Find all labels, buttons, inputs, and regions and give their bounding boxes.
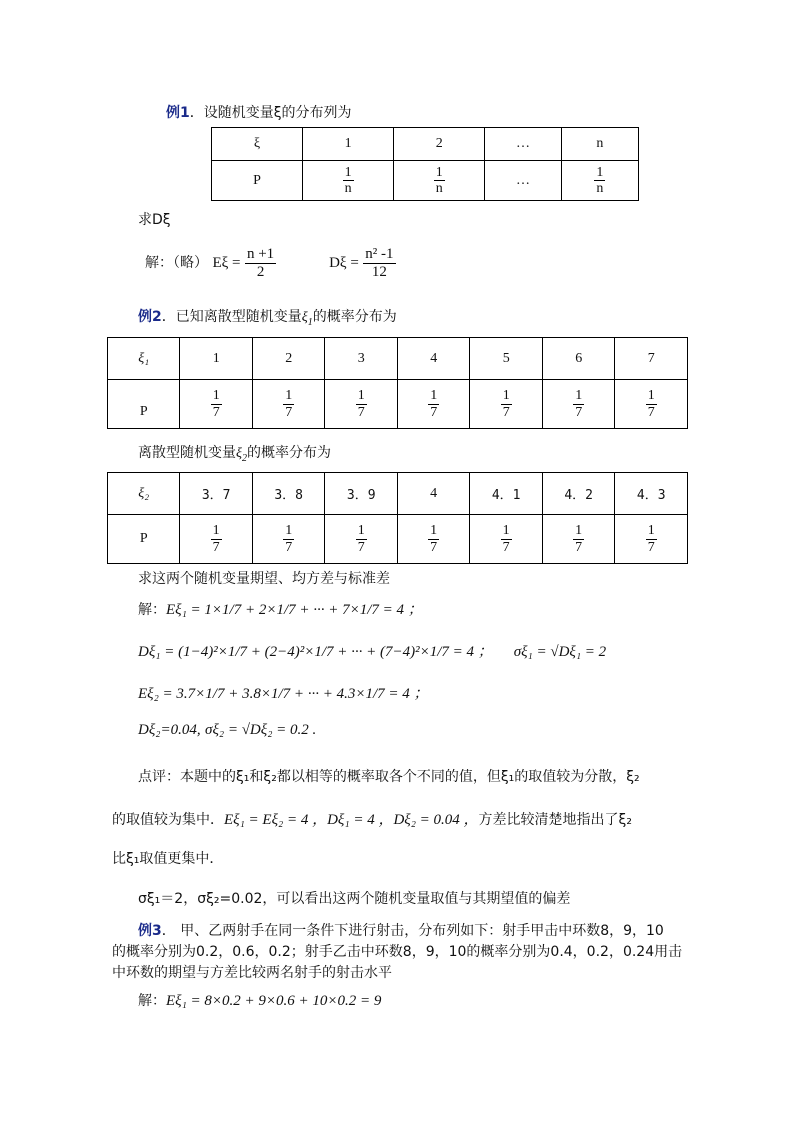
xi2-prob: $\frac{1}{7}$ bbox=[252, 515, 325, 564]
xi2-value: 3．9 bbox=[325, 473, 398, 515]
ex1-cell-frac: $\frac{1}{n}$ bbox=[561, 161, 638, 201]
variance-fraction: $\frac{\text{n² -1}}{12}$ bbox=[365, 246, 394, 280]
xi2-prob: $\frac{1}{7}$ bbox=[615, 515, 688, 564]
ex1-cell-dots: … bbox=[485, 161, 561, 201]
xi1-value: 6 bbox=[542, 338, 615, 380]
ex1-cell-frac: $\frac{1}{n}$ bbox=[303, 161, 394, 201]
example2-intro2: 离散型随机变量$\xi_2$的概率分布为 bbox=[138, 445, 331, 464]
xi1-prob: $\frac{1}{7}$ bbox=[180, 380, 253, 429]
solution-line-4: Dξ₂=0.04, σξ₂ = √Dξ₂ = 0.2 . bbox=[138, 722, 317, 738]
xi2-prob: $\frac{1}{7}$ bbox=[470, 515, 543, 564]
xi1-prob: $\frac{1}{7}$ bbox=[542, 380, 615, 429]
example2-ask: 求这两个随机变量期望、均方差与标准差 bbox=[138, 571, 390, 587]
ex1-cell: n bbox=[561, 128, 638, 161]
xi2-value: 4．2 bbox=[542, 473, 615, 515]
xi2-distribution-table bbox=[107, 472, 688, 564]
xi1-value: 7 bbox=[615, 338, 688, 380]
example3-line-2: 的概率分别为0.2，0.6，0.2；射手乙击中环数8，9，10的概率分别为0.4，0.2，0.24用击 bbox=[112, 944, 683, 960]
xi1-value: 1 bbox=[180, 338, 253, 380]
ex1-cell-frac: $\frac{1}{n}$ bbox=[394, 161, 485, 201]
xi2-prob: $\frac{1}{7}$ bbox=[325, 515, 398, 564]
xi1-value: 2 bbox=[252, 338, 325, 380]
expectation-lhs: Eξ = bbox=[212, 255, 241, 271]
ex1-cell: 1 bbox=[303, 128, 394, 161]
xi2-value: 4 bbox=[397, 473, 469, 515]
solution-prefix: 解：（略） bbox=[145, 255, 208, 271]
example1-solution bbox=[145, 246, 396, 280]
comment-line-4: σξ₁＝2，σξ₂=0.02，可以看出这两个随机变量取值与其期望值的偏差 bbox=[138, 891, 571, 907]
xi2-symbol: $\xi_2$ bbox=[236, 446, 247, 464]
expectation-fraction: $\frac{n +1}{2}$ bbox=[246, 246, 275, 280]
xi1-p: P bbox=[108, 380, 180, 429]
ex1-cell: ξ bbox=[212, 128, 303, 161]
example1-ask: 求Dξ bbox=[138, 212, 171, 228]
xi1-value: 3 bbox=[325, 338, 398, 380]
xi2-prob: $\frac{1}{7}$ bbox=[397, 515, 469, 564]
xi1-prob: $\frac{1}{7}$ bbox=[470, 380, 543, 429]
solution-line-3: Eξ₂ = 3.7×1/7 + 3.8×1/7 + ··· + 4.3×1/7 = 4 ； bbox=[138, 686, 429, 702]
solution-line-1: 解：Eξ₁ = 1×1/7 + 2×1/7 + ··· + 7×1/7 = 4 ； bbox=[138, 602, 423, 618]
xi1-distribution-table bbox=[107, 337, 688, 429]
example3-label: 例3 bbox=[138, 923, 162, 939]
ex1-cell-p: P bbox=[212, 161, 303, 201]
xi2-head: ξ₂ bbox=[108, 473, 180, 515]
example1-distribution-table bbox=[211, 127, 639, 201]
xi1-prob: $\frac{1}{7}$ bbox=[325, 380, 398, 429]
example1-heading bbox=[166, 102, 352, 122]
xi1-value: 5 bbox=[470, 338, 543, 380]
ex1-cell: … bbox=[485, 128, 561, 161]
xi1-value: 4 bbox=[397, 338, 470, 380]
ex1-cell: 2 bbox=[394, 128, 485, 161]
example3-solution: 解：Eξ₁ = 8×0.2 + 9×0.6 + 10×0.2 = 9 bbox=[138, 993, 382, 1009]
example1-label: 例1 bbox=[166, 105, 190, 121]
xi1-prob: $\frac{1}{7}$ bbox=[615, 380, 688, 429]
comment-line-3: 比ξ₁取值更集中． bbox=[112, 851, 224, 867]
example3-line-1: 例3． 甲、乙两射手在同一条件下进行射击，分布列如下：射手甲击中环数8，9，10 bbox=[138, 923, 664, 939]
xi1-prob: $\frac{1}{7}$ bbox=[397, 380, 470, 429]
xi2-value: 4．1 bbox=[470, 473, 543, 515]
solution-line-2: Dξ₁ = (1−4)²×1/7 + (2−4)²×1/7 + ··· + (7−4)²×1/7 = 4 ； σξ₁ = √Dξ₁ = 2 bbox=[138, 644, 607, 660]
xi2-prob: $\frac{1}{7}$ bbox=[180, 515, 253, 564]
xi1-head: ξ₁ bbox=[108, 338, 180, 380]
xi2-value: 4．3 bbox=[615, 473, 688, 515]
variance-lhs: Dξ = bbox=[329, 255, 359, 271]
xi2-value: 3．7 bbox=[180, 473, 253, 515]
xi2-prob: $\frac{1}{7}$ bbox=[542, 515, 615, 564]
xi1-symbol: $\xi_1$ bbox=[301, 310, 313, 328]
example2-label: 例2 bbox=[138, 309, 162, 325]
comment-line-1: 点评：本题中的ξ₁和ξ₂都以相等的概率取各个不同的值，但ξ₁的取值较为分散，ξ₂ bbox=[138, 769, 640, 785]
example2-heading: 例2．已知离散型随机变量$\xi_1$的概率分布为 bbox=[138, 309, 397, 328]
example1-intro: ．设随机变量ξ的分布列为 bbox=[189, 105, 352, 121]
xi2-p: P bbox=[108, 515, 180, 564]
example3-line-3: 中环数的期望与方差比较两名射手的射击水平 bbox=[112, 965, 392, 981]
xi2-value: 3．8 bbox=[252, 473, 325, 515]
comment-line-2: 的取值较为集中．Eξ₁ = Eξ₂ = 4 ，Dξ₁ = 4 ，Dξ₂ = 0.04 ，方差比较清楚地指出了ξ₂ bbox=[112, 812, 632, 828]
xi1-prob: $\frac{1}{7}$ bbox=[252, 380, 325, 429]
